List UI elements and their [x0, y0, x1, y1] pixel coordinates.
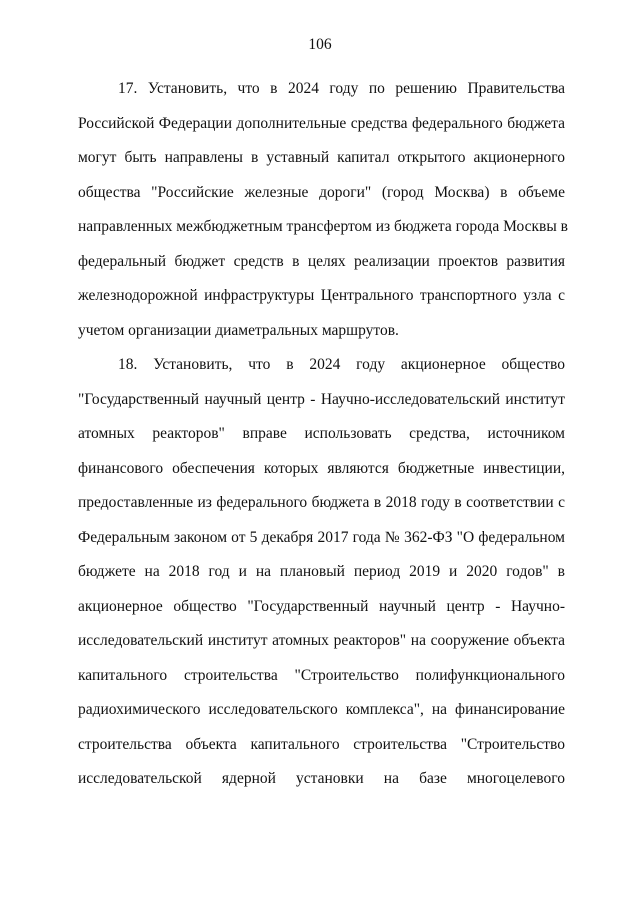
paragraph-18: [78, 348, 565, 797]
paragraph-line: исследовательской ядерной установки на базе многоцелевого: [78, 770, 565, 787]
paragraph-line: строительства объекта капитального строительства "Строительство: [78, 735, 565, 753]
paragraph-line: атомных реакторов" вправе использовать средства, источником: [78, 425, 565, 442]
paragraph-line: Федеральным законом от 5 декабря 2017 года № 362-ФЗ "О федеральном: [78, 528, 565, 546]
paragraph-line: предоставленные из федерального бюджета в 2018 году в соответствии с: [78, 494, 565, 511]
paragraph-line: "Государственный научный центр - Научно-исследовательский институт: [78, 390, 565, 408]
paragraph-line: федеральный бюджет средств в целях реализации проектов развития: [78, 252, 565, 270]
paragraph-line: общества "Российские железные дороги" (город Москва) в объеме: [78, 183, 565, 201]
document-body: [78, 72, 568, 797]
paragraph-line: 18. Установить, что в 2024 году акционерное общество: [118, 356, 565, 373]
paragraph-17: [78, 72, 568, 348]
paragraph-line: бюджете на 2018 год и на плановый период 2019 и 2020 годов" в: [78, 563, 565, 580]
paragraph-line: Российской Федерации дополнительные средства федерального бюджета: [78, 114, 565, 132]
paragraph-line: радиохимического исследовательского комплекса", на финансирование: [78, 701, 565, 718]
paragraph-line: капитального строительства "Строительство полифункционального: [78, 666, 565, 684]
paragraph-line: учетом организации диаметральных маршрутов.: [78, 321, 399, 339]
paragraph-line: акционерное общество "Государственный научный центр - Научно-: [78, 597, 565, 615]
paragraph-line: направленных межбюджетным трансфертом из бюджета города Москвы в: [78, 218, 568, 235]
paragraph-line: могут быть направлены в уставный капитал открытого акционерного: [78, 149, 565, 166]
paragraph-line: железнодорожной инфраструктуры Центрального транспортного узла с: [78, 287, 565, 304]
paragraph-line: исследовательский институт атомных реакторов" на сооружение объекта: [78, 632, 565, 649]
paragraph-line: финансового обеспечения которых являются бюджетные инвестиции,: [78, 459, 565, 477]
paragraph-line: 17. Установить, что в 2024 году по решению Правительства: [118, 80, 565, 97]
page-number: 106: [308, 36, 332, 53]
